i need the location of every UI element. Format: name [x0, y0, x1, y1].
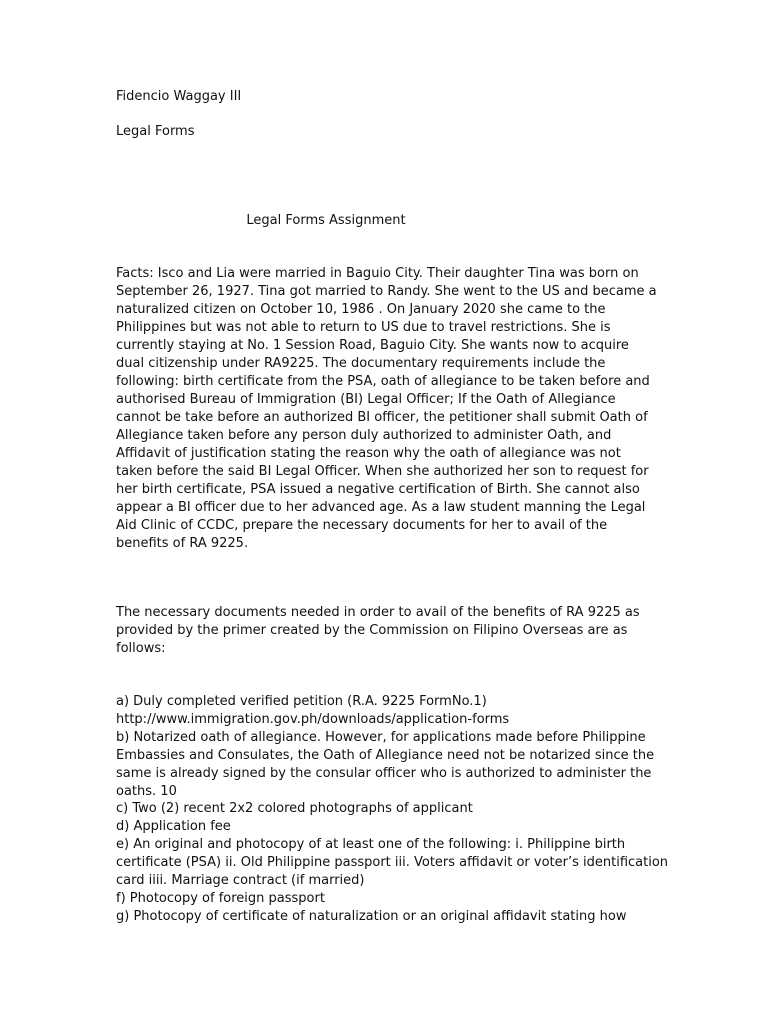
facts-line: Affidavit of justification stating the reason why the oath of allegiance was not	[116, 446, 621, 461]
facts-line: naturalized citizen on October 10, 1986 . On January 2020 she came to the	[116, 302, 606, 317]
list-item: d) Application fee	[116, 819, 231, 835]
facts-line: Allegiance taken before any person duly authorized to administer Oath, and	[116, 428, 612, 443]
list-item-link: http://www.immigration.gov.ph/downloads/application-forms	[116, 711, 510, 727]
list-item: Embassies and Consulates, the Oath of Allegiance need not be notarized since the	[116, 747, 655, 763]
author-name: Fidencio Waggay III	[116, 89, 242, 104]
list-item: c) Two (2) recent 2x2 colored photographs of applicant	[116, 801, 473, 817]
facts-line: authorised Bureau of Immigration (BI) Legal Officer; If the Oath of Allegiance	[116, 392, 616, 407]
facts-line: Facts: Isco and Lia were married in Baguio City. Their daughter Tina was born on	[116, 266, 639, 281]
course-name: Legal Forms	[116, 124, 195, 139]
requirements-list	[116, 693, 669, 926]
facts-line: benefits of RA 9225.	[116, 536, 249, 551]
facts-line: her birth certificate, PSA issued a negative certification of Birth. She cannot also	[116, 482, 640, 497]
list-item: oaths. 10	[116, 783, 177, 799]
list-item: card iiii. Marriage contract (if married)	[116, 873, 365, 889]
list-item: a) Duly completed verified petition (R.A. 9225 FormNo.1)	[116, 694, 487, 709]
intro-paragraph	[116, 604, 656, 658]
intro-line: The necessary documents needed in order to avail of the benefits of RA 9225 as	[116, 605, 640, 620]
facts-line: currently staying at No. 1 Session Road, Baguio City. She wants now to acquire	[116, 338, 629, 353]
facts-paragraph	[116, 265, 656, 553]
list-item: f) Photocopy of foreign passport	[116, 890, 325, 906]
assignment-title: Legal Forms Assignment	[246, 213, 406, 228]
facts-line: following: birth certificate from the PSA, oath of allegiance to be taken before and	[116, 374, 650, 389]
list-item: certificate (PSA) ii. Old Philippine passport iii. Voters affidavit or voter’s identification	[116, 855, 669, 871]
list-item: e) An original and photocopy of at least one of the following: i. Philippine birth	[116, 837, 626, 853]
facts-line: dual citizenship under RA9225. The documentary requirements include the	[116, 356, 606, 371]
intro-line: provided by the primer created by the Commission on Filipino Overseas are as	[116, 623, 628, 638]
facts-line: cannot be take before an authorized BI officer, the petitioner shall submit Oath of	[116, 410, 648, 425]
list-item: g) Photocopy of certificate of naturalization or an original affidavit stating how	[116, 908, 627, 924]
facts-line: Aid Clinic of CCDC, prepare the necessary documents for her to avail of the	[116, 518, 608, 533]
facts-line: Philippines but was not able to return to US due to travel restrictions. She is	[116, 320, 611, 335]
facts-line: appear a BI officer due to her advanced age. As a law student manning the Legal	[116, 500, 646, 515]
intro-line: follows:	[116, 641, 166, 656]
list-item: b) Notarized oath of allegiance. However, for applications made before Philippine	[116, 729, 646, 745]
facts-line: taken before the said BI Legal Officer. When she authorized her son to request for	[116, 464, 649, 479]
facts-line: September 26, 1927. Tina got married to Randy. She went to the US and became a	[116, 284, 657, 299]
list-item: same is already signed by the consular officer who is authorized to administer the	[116, 765, 652, 781]
